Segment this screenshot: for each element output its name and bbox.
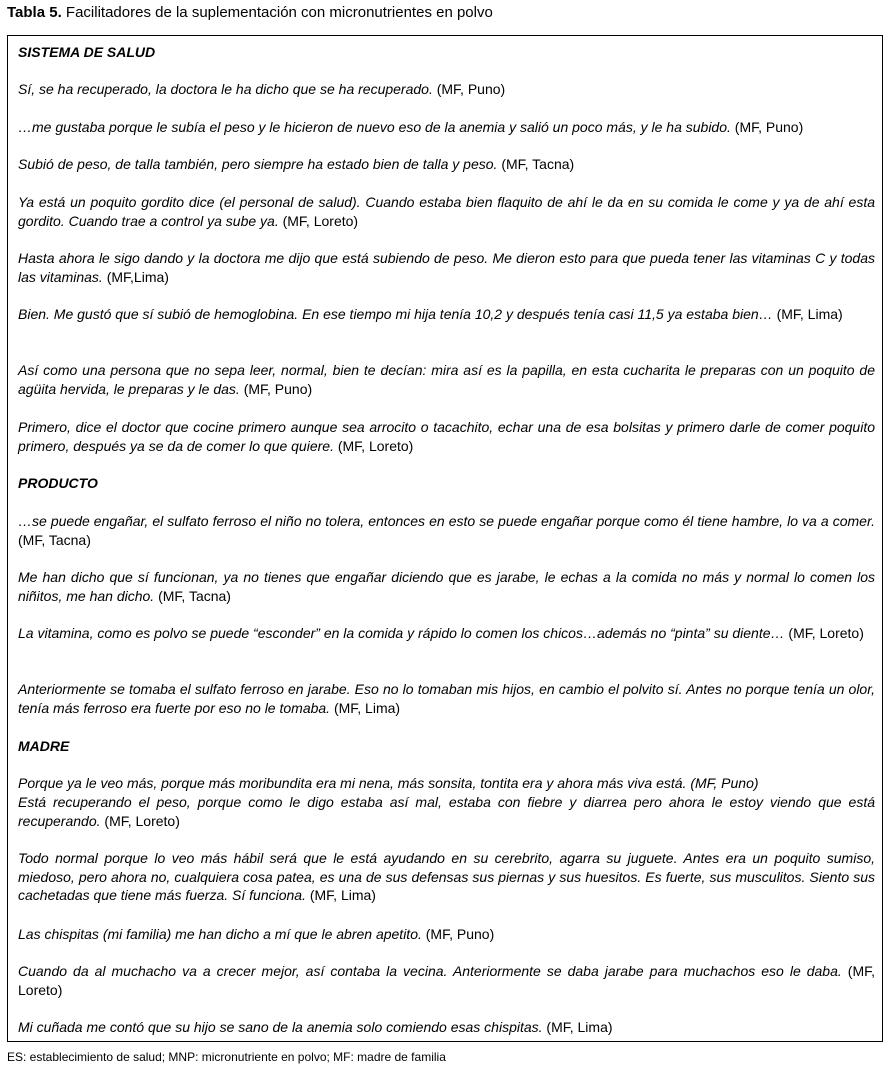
section-heading-producto: PRODUCTO: [18, 475, 98, 491]
quote-source: (MF, Loreto): [18, 963, 875, 998]
quote-source: (MF, Loreto): [104, 812, 180, 829]
quote-text: Así como una persona que no sepa leer, normal, bien te decían: mira así es la papilla, en esta cucharita le preparas con un poquito de agüita hervida, le preparas y le das.: [18, 362, 875, 397]
quote-source: (MF, Lima): [546, 1019, 613, 1035]
quote-text: Me han dicho que sí funcionan, ya no tienes que engañar diciendo que es jarabe, le echas a la comida no más y normal lo comen los niñitos, me han dicho.: [18, 569, 875, 604]
quote-item: [18, 155, 875, 174]
quote-source: (MF, Puno): [734, 119, 804, 135]
quote-text: Cuando da al muchacho va a crecer mejor, así contaba la vecina. Anteriormente se daba jarabe para muchachos eso le daba.: [18, 963, 842, 979]
quote-source: (MF, Puno): [425, 926, 495, 942]
quote-item: [18, 418, 875, 455]
quote-item: [18, 249, 875, 286]
quote-item: [18, 80, 875, 99]
section-heading-sistema-de-salud: SISTEMA DE SALUD: [18, 44, 156, 60]
quote-text: Todo normal porque lo veo más hábil será que le está ayudando en su cerebrito, agarra su juguete. Antes era un poquito sumiso, miedoso, pero ahora no, cualquiera cosa patea, es una de sus defensas sus piernas y sus huesitos. Es fuerte, sus musculitos. Siento sus cachetadas que tiene más fuerza. Sí funciona.: [18, 850, 875, 903]
quote-text: Bien. Me gustó que sí subió de hemoglobina. En ese tiempo mi hija tenía 10,2 y después tenía casi 11,5 ya estaba bien…: [18, 306, 773, 322]
table-footnote: ES: establecimiento de salud; MNP: micronutriente en polvo; MF: madre de familia: [7, 1050, 446, 1064]
quote-source: (MF, Puno): [436, 81, 506, 97]
quote-item: [18, 193, 875, 230]
quote-item: [18, 793, 875, 830]
quote-source: (MF, Lima): [309, 887, 376, 903]
quote-text: Está recuperando el peso, porque como le digo estaba así mal, estaba con fiebre y diarrea pero ahora le estoy viendo que está recuperando.: [18, 794, 875, 829]
quote-text: Anteriormente se tomaba el sulfato ferroso en jarabe. Eso no lo tomaban mis hijos, en cambio el polvito sí. Antes no porque tenía un olor, tenía más ferroso era fuerte por eso no le tomaba.: [18, 681, 875, 716]
quote-source: (MF, Loreto): [337, 437, 414, 454]
quote-text: …me gustaba porque le subía el peso y le hicieron de nuevo eso de la anemia y salió un poco más, y le ha subido.: [18, 119, 731, 135]
quote-text: Porque ya le veo más, porque más moribundita era mi nena, más sonsita, tontita era y ahora más viva está. (MF, Puno): [18, 775, 759, 791]
quote-item: [18, 680, 875, 717]
quote-source: (MF, Tacna): [158, 587, 231, 604]
quote-source: (MF, Puno): [243, 380, 313, 397]
quote-item: [18, 1018, 875, 1037]
quote-item: [18, 361, 875, 398]
table-caption: [7, 4, 493, 22]
quote-source: (MF,Lima): [106, 268, 169, 285]
quote-item: [18, 962, 875, 999]
quote-text: Hasta ahora le sigo dando y la doctora me dijo que está subiendo de peso. Me dieron esto para que pueda tener las vitaminas C y todas las vitaminas.: [18, 250, 875, 285]
quote-item: [18, 118, 875, 137]
quote-item: [18, 849, 875, 905]
table-frame: [7, 35, 883, 1042]
quote-source: (MF, Loreto): [788, 625, 864, 641]
quote-source: (MF, Lima): [333, 699, 401, 716]
quote-text: La vitamina, como es polvo se puede “esconder” en la comida y rápido lo comen los chicos…además no “pinta” su diente…: [18, 625, 785, 641]
quote-item: [18, 774, 875, 793]
quote-text: Sí, se ha recuperado, la doctora le ha dicho que se ha recuperado.: [18, 81, 433, 97]
quote-source: (MF, Lima): [776, 306, 843, 322]
quote-item: [18, 624, 875, 643]
quote-item: [18, 512, 875, 549]
quote-text: Ya está un poquito gordito dice (el personal de salud). Cuando estaba bien flaquito de ahí le da en su comida le come y ya de ahí esta gordito. Cuando trae a control ya sube ya.: [18, 194, 875, 229]
quote-text: Subió de peso, de talla también, pero siempre ha estado bien de talla y peso.: [18, 156, 498, 172]
table-caption-label: Tabla 5.: [7, 4, 62, 21]
quote-item: [18, 568, 875, 605]
quote-text: Primero, dice el doctor que cocine primero aunque sea arrocito o tacachito, echar una de esa bolsitas y primero darle de comer poquito primero, después ya se da de comer lo que quiere.: [18, 419, 875, 454]
quote-text: …se puede engañar, el sulfato ferroso el niño no tolera, entonces en esto se puede engañar porque como él tiene hambre, lo va a comer.: [18, 513, 875, 529]
quote-text: Mi cuñada me contó que su hijo se sano de la anemia solo comiendo esas chispitas.: [18, 1019, 543, 1035]
quote-source: (MF, Loreto): [282, 212, 359, 229]
quote-item: [18, 305, 875, 324]
quote-item: [18, 925, 875, 944]
quote-text: Las chispitas (mi familia) me han dicho a mí que le abren apetito.: [18, 926, 422, 942]
quote-source: (MF, Tacna): [18, 531, 91, 548]
table-caption-text: Facilitadores de la suplementación con micronutrientes en polvo: [65, 4, 493, 21]
quote-source: (MF, Tacna): [501, 156, 575, 172]
section-heading-madre: MADRE: [18, 738, 70, 754]
